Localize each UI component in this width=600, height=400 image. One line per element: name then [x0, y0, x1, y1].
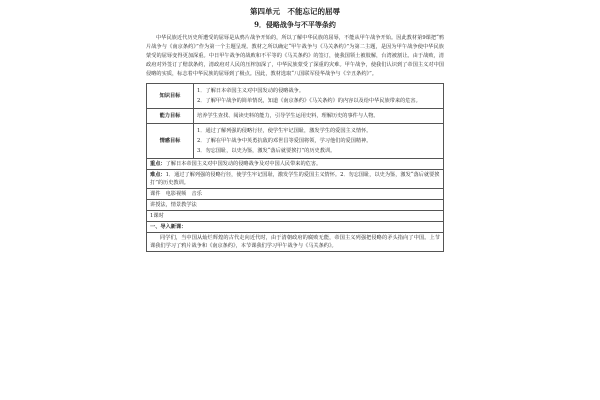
- intro-paragraph: 中华民族近代历史所遭受的屈辱是从鸦片战争开始的，所以了解中华民族的屈辱，不能从甲午战争开始。因此教材第9课把“鸦片战争与《南京条约》”作为第一个主题呈现。教材之所以确定“甲午战争与《马关条约》”为第二主题，是因为甲午战争使中华民族蒙受的屈辱变得更加深重。中日甲午战争的战败和不平等的《马关条约》的签订，使我国领土被肢解，台湾被割让。由于战败，清政府对外签订了赔款条约，清政府对人民的压榨加深了，中华民族蒙受了深重的灾难。甲午战争，使我们认识到了帝国主义对中国侵略的实质，标志着中华民族的屈辱到了极点。因此，教材选取“八国联军侵华战争与《辛丑条约》”。: [146, 35, 444, 77]
- key-points: [147, 159, 444, 170]
- section-body: [147, 233, 444, 252]
- class-hours: 1课时: [147, 211, 444, 222]
- document-page: [140, 0, 450, 400]
- row-label-emotion: 情感目标: [147, 124, 194, 159]
- table-row: [147, 84, 444, 109]
- teaching-resources: 课件 电影视频 音乐: [147, 189, 444, 200]
- section-paragraph: 同学们，当中国从灿烂辉煌的古代走向近代时，由于清朝政府的腐败无能，帝国主义列强把侵略的矛头指向了中国。上节课我们学习了鸦片战争和《南京条约》，本节课我们学习甲午战争与《马关条约》。: [150, 235, 440, 249]
- teaching-method: 讲授法，情景教学法: [147, 200, 444, 211]
- key-text: 了解日本帝国主义对中国发动的侵略战争及对中国人民带来的危害。: [165, 161, 322, 167]
- table-row: [147, 222, 444, 233]
- row-label-ability: 能力目标: [147, 109, 194, 124]
- table-row: [147, 189, 444, 200]
- key-label: 重点：: [150, 161, 166, 167]
- list-item: 培养学生查找、阅读史料的能力，引导学生运用史料，理解历史的事件与人物。: [197, 113, 379, 119]
- table-row: [147, 233, 444, 252]
- list-item: 2．了解在甲午战争中英勇抗敌的邓世昌等爱国将领，学习他们的爱国精神。: [197, 138, 372, 144]
- table-row: [147, 159, 444, 170]
- difficult-points: [147, 170, 444, 189]
- list-item: 1．了解日本帝国主义对中国发动的侵略战争。: [197, 88, 305, 94]
- section-heading: 一、导入新课：: [147, 222, 444, 233]
- lesson-title: 9．侵略战争与不平等条约: [254, 20, 336, 29]
- table-row: [147, 170, 444, 189]
- table-row: [147, 211, 444, 222]
- table-row: [147, 124, 444, 159]
- unit-title: 第四单元 不能忘记的屈辱: [250, 7, 340, 16]
- row-label-knowledge: 知识目标: [147, 84, 194, 109]
- list-item: 1．通过了解列强的侵略行径，使学生牢记国耻，激发学生的爱国主义情怀。: [197, 128, 372, 134]
- lesson-plan-table: [146, 83, 444, 252]
- list-item: 3．勿忘国耻，以史为鉴，激发“落后就要挨打”的历史教训。: [197, 148, 336, 154]
- emotion-objectives: [194, 124, 444, 159]
- table-row: [147, 109, 444, 124]
- knowledge-objectives: [194, 84, 444, 109]
- list-item: 2．了解甲午战争的简单情况，知道《南京条约》《马关条约》的内容以及给中华民族带来的危害。: [197, 98, 421, 104]
- table-row: [147, 200, 444, 211]
- ability-objectives: [194, 109, 444, 124]
- difficulty-label: 难点：: [150, 172, 166, 178]
- difficulty-text: 1．通过了解列强的侵略行径，使学生牢记国耻，激发学生的爱国主义情怀。2．勿忘国耻，以史为鉴，激发“落后就要挨打”的历史教训。: [150, 172, 440, 186]
